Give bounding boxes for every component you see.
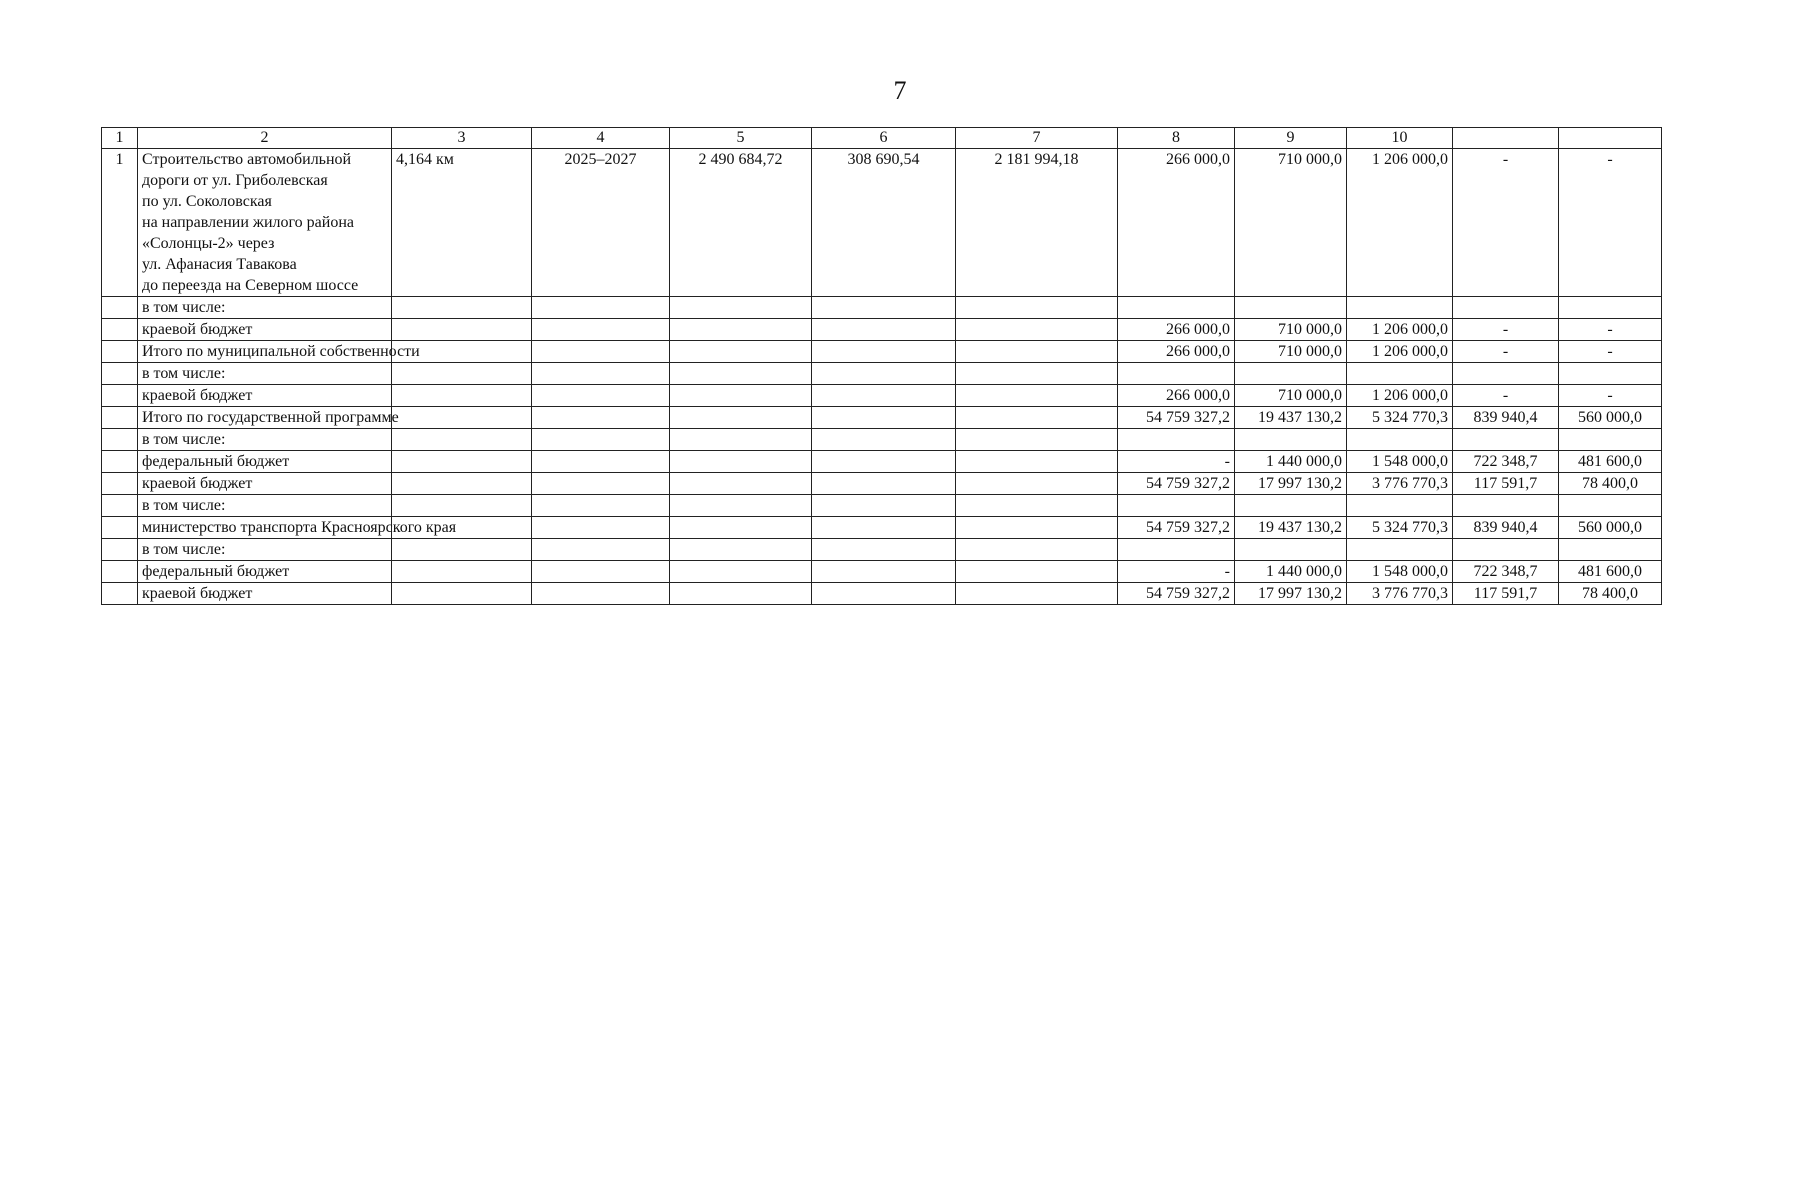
- row-label: краевой бюджет: [138, 385, 392, 407]
- empty-cell: [812, 539, 956, 561]
- row-col8: -: [1118, 561, 1235, 583]
- row-col9: 1 440 000,0: [1235, 451, 1347, 473]
- row-col12: 78 400,0: [1559, 583, 1662, 605]
- row-col10: 1 206 000,0: [1347, 385, 1453, 407]
- empty-cell: [532, 385, 670, 407]
- row-col12: -: [1559, 319, 1662, 341]
- empty-cell: [392, 561, 532, 583]
- table-row: [102, 385, 1662, 407]
- row-col8: 266 000,0: [1118, 341, 1235, 363]
- empty-cell: [392, 429, 532, 451]
- empty-cell: [956, 363, 1118, 385]
- row-col12: [1559, 429, 1662, 451]
- empty-cell: [670, 451, 812, 473]
- empty-cell: [812, 561, 956, 583]
- empty-cell: [532, 473, 670, 495]
- table-body: [102, 149, 1662, 605]
- empty-cell: [532, 561, 670, 583]
- row-label: в том числе:: [138, 495, 392, 517]
- row-col11: 117 591,7: [1453, 473, 1559, 495]
- row-index-cell: [102, 451, 138, 473]
- empty-cell: [812, 429, 956, 451]
- row-col8: [1118, 495, 1235, 517]
- row-col9: 17 997 130,2: [1235, 583, 1347, 605]
- empty-cell: [392, 363, 532, 385]
- empty-cell: [670, 363, 812, 385]
- row-col10: [1347, 495, 1453, 517]
- row-col9: 710 000,0: [1235, 319, 1347, 341]
- row-index-cell: [102, 407, 138, 429]
- empty-cell: [392, 319, 532, 341]
- row-col9: 17 997 130,2: [1235, 473, 1347, 495]
- empty-cell: [812, 385, 956, 407]
- row-col11: -: [1453, 385, 1559, 407]
- empty-cell: [956, 319, 1118, 341]
- row-col10: 5 324 770,3: [1347, 517, 1453, 539]
- header-cell: 4: [532, 128, 670, 149]
- empty-cell: [670, 539, 812, 561]
- row-index-cell: [102, 561, 138, 583]
- project-col9: 710 000,0: [1235, 149, 1347, 297]
- row-col11: [1453, 363, 1559, 385]
- empty-cell: [670, 319, 812, 341]
- header-cell: 2: [138, 128, 392, 149]
- empty-cell: [956, 517, 1118, 539]
- row-col8: 54 759 327,2: [1118, 407, 1235, 429]
- row-index-cell: [102, 319, 138, 341]
- empty-cell: [670, 407, 812, 429]
- row-col12: 481 600,0: [1559, 561, 1662, 583]
- row-col11: 839 940,4: [1453, 407, 1559, 429]
- row-col9: 710 000,0: [1235, 341, 1347, 363]
- empty-cell: [392, 385, 532, 407]
- empty-cell: [812, 363, 956, 385]
- header-cell: 7: [956, 128, 1118, 149]
- project-name-line: «Солонцы-2» через: [142, 235, 275, 252]
- row-col12: [1559, 297, 1662, 319]
- row-col11: 117 591,7: [1453, 583, 1559, 605]
- project-name-line: до переезда на Северном шоссе: [142, 277, 359, 294]
- empty-cell: [532, 583, 670, 605]
- project-length: 4,164 км: [392, 149, 532, 297]
- empty-cell: [532, 495, 670, 517]
- project-col11: -: [1453, 149, 1559, 297]
- header-cell: [1453, 128, 1559, 149]
- row-col10: 1 206 000,0: [1347, 319, 1453, 341]
- row-label: в том числе:: [138, 539, 392, 561]
- row-index-cell: [102, 495, 138, 517]
- empty-cell: [956, 297, 1118, 319]
- row-col9: 1 440 000,0: [1235, 561, 1347, 583]
- empty-cell: [532, 363, 670, 385]
- table-row: [102, 583, 1662, 605]
- row-col12: [1559, 539, 1662, 561]
- empty-cell: [956, 429, 1118, 451]
- empty-cell: [812, 319, 956, 341]
- empty-cell: [956, 451, 1118, 473]
- project-name-line: дороги от ул. Гриболевская: [142, 172, 328, 189]
- empty-cell: [392, 583, 532, 605]
- empty-cell: [392, 539, 532, 561]
- row-col12: -: [1559, 341, 1662, 363]
- row-col12: 560 000,0: [1559, 517, 1662, 539]
- project-col6: 308 690,54: [812, 149, 956, 297]
- row-label: федеральный бюджет: [138, 451, 392, 473]
- project-name-line: ул. Афанасия Тавакова: [142, 256, 297, 273]
- row-col9: [1235, 495, 1347, 517]
- table-row: [102, 517, 1662, 539]
- row-col10: 3 776 770,3: [1347, 583, 1453, 605]
- row-col12: [1559, 495, 1662, 517]
- row-col10: [1347, 297, 1453, 319]
- row-index-cell: [102, 385, 138, 407]
- row-col8: 54 759 327,2: [1118, 583, 1235, 605]
- empty-cell: [532, 451, 670, 473]
- empty-cell: [392, 297, 532, 319]
- row-col9: [1235, 539, 1347, 561]
- row-label: в том числе:: [138, 297, 392, 319]
- row-col11: 722 348,7: [1453, 451, 1559, 473]
- row-label: в том числе:: [138, 363, 392, 385]
- header-cell: [1559, 128, 1662, 149]
- row-col9: [1235, 429, 1347, 451]
- row-index-cell: [102, 539, 138, 561]
- row-col11: [1453, 297, 1559, 319]
- row-label: краевой бюджет: [138, 583, 392, 605]
- row-label: Итого по муниципальной собственности: [138, 341, 392, 363]
- empty-cell: [670, 341, 812, 363]
- project-col8: 266 000,0: [1118, 149, 1235, 297]
- empty-cell: [532, 297, 670, 319]
- row-col12: 481 600,0: [1559, 451, 1662, 473]
- row-col10: 1 206 000,0: [1347, 341, 1453, 363]
- row-label: министерство транспорта Красноярского края: [138, 517, 392, 539]
- row-label: краевой бюджет: [138, 319, 392, 341]
- empty-cell: [956, 473, 1118, 495]
- row-col10: 5 324 770,3: [1347, 407, 1453, 429]
- row-col10: [1347, 363, 1453, 385]
- table-row: [102, 561, 1662, 583]
- row-col8: 266 000,0: [1118, 385, 1235, 407]
- row-col9: 19 437 130,2: [1235, 407, 1347, 429]
- empty-cell: [956, 561, 1118, 583]
- table-row: [102, 297, 1662, 319]
- table-row: [102, 473, 1662, 495]
- page-number: 7: [893, 76, 907, 105]
- empty-cell: [812, 583, 956, 605]
- header-cell: 5: [670, 128, 812, 149]
- project-col12: -: [1559, 149, 1662, 297]
- budget-table: [101, 127, 1662, 605]
- empty-cell: [956, 495, 1118, 517]
- row-col10: 1 548 000,0: [1347, 561, 1453, 583]
- row-col11: 722 348,7: [1453, 561, 1559, 583]
- row-col11: 839 940,4: [1453, 517, 1559, 539]
- row-col8: 266 000,0: [1118, 319, 1235, 341]
- row-col11: [1453, 495, 1559, 517]
- empty-cell: [956, 583, 1118, 605]
- project-row: [102, 149, 1662, 297]
- row-col10: 3 776 770,3: [1347, 473, 1453, 495]
- row-index-cell: [102, 297, 138, 319]
- header-cell: 10: [1347, 128, 1453, 149]
- table-row: [102, 451, 1662, 473]
- row-col11: -: [1453, 319, 1559, 341]
- empty-cell: [812, 341, 956, 363]
- empty-cell: [670, 583, 812, 605]
- project-name: [138, 149, 392, 297]
- header-cell: 9: [1235, 128, 1347, 149]
- empty-cell: [532, 319, 670, 341]
- row-col10: [1347, 539, 1453, 561]
- row-label: краевой бюджет: [138, 473, 392, 495]
- header-row: [102, 128, 1662, 149]
- empty-cell: [392, 407, 532, 429]
- project-col10: 1 206 000,0: [1347, 149, 1453, 297]
- empty-cell: [532, 407, 670, 429]
- row-index-cell: [102, 517, 138, 539]
- empty-cell: [670, 297, 812, 319]
- table-row: [102, 429, 1662, 451]
- empty-cell: [956, 539, 1118, 561]
- project-name-line: на направлении жилого района: [142, 214, 354, 231]
- empty-cell: [812, 407, 956, 429]
- row-col10: [1347, 429, 1453, 451]
- empty-cell: [392, 473, 532, 495]
- row-col12: 78 400,0: [1559, 473, 1662, 495]
- project-period: 2025–2027: [532, 149, 670, 297]
- row-col9: 710 000,0: [1235, 385, 1347, 407]
- empty-cell: [812, 473, 956, 495]
- row-col9: 19 437 130,2: [1235, 517, 1347, 539]
- project-col5: 2 490 684,72: [670, 149, 812, 297]
- table-row: [102, 407, 1662, 429]
- row-col12: [1559, 363, 1662, 385]
- table-row: [102, 539, 1662, 561]
- row-col8: [1118, 539, 1235, 561]
- empty-cell: [812, 517, 956, 539]
- empty-cell: [392, 451, 532, 473]
- table-row: [102, 341, 1662, 363]
- empty-cell: [670, 517, 812, 539]
- row-col10: 1 548 000,0: [1347, 451, 1453, 473]
- row-label: Итого по государственной программе: [138, 407, 392, 429]
- row-col11: [1453, 539, 1559, 561]
- project-name-line: Строительство автомобильной: [142, 151, 352, 168]
- row-col8: [1118, 297, 1235, 319]
- row-col8: 54 759 327,2: [1118, 517, 1235, 539]
- row-index-cell: [102, 583, 138, 605]
- table-row: [102, 363, 1662, 385]
- empty-cell: [670, 495, 812, 517]
- row-col8: [1118, 363, 1235, 385]
- empty-cell: [956, 407, 1118, 429]
- row-index-cell: [102, 473, 138, 495]
- empty-cell: [670, 561, 812, 583]
- header-cell: 6: [812, 128, 956, 149]
- empty-cell: [812, 495, 956, 517]
- row-col8: -: [1118, 451, 1235, 473]
- row-col12: -: [1559, 385, 1662, 407]
- row-col11: -: [1453, 341, 1559, 363]
- project-col7: 2 181 994,18: [956, 149, 1118, 297]
- header-cell: 3: [392, 128, 532, 149]
- empty-cell: [532, 517, 670, 539]
- empty-cell: [392, 495, 532, 517]
- empty-cell: [956, 341, 1118, 363]
- row-col8: [1118, 429, 1235, 451]
- row-col9: [1235, 363, 1347, 385]
- table-row: [102, 319, 1662, 341]
- row-index-cell: [102, 341, 138, 363]
- row-col9: [1235, 297, 1347, 319]
- empty-cell: [532, 539, 670, 561]
- row-index-cell: [102, 429, 138, 451]
- row-label: в том числе:: [138, 429, 392, 451]
- empty-cell: [670, 429, 812, 451]
- empty-cell: [670, 473, 812, 495]
- row-label: федеральный бюджет: [138, 561, 392, 583]
- empty-cell: [956, 385, 1118, 407]
- row-col8: 54 759 327,2: [1118, 473, 1235, 495]
- empty-cell: [532, 341, 670, 363]
- empty-cell: [812, 451, 956, 473]
- empty-cell: [670, 385, 812, 407]
- table-row: [102, 495, 1662, 517]
- empty-cell: [812, 297, 956, 319]
- project-name-line: по ул. Соколовская: [142, 193, 272, 210]
- row-col11: [1453, 429, 1559, 451]
- row-col12: 560 000,0: [1559, 407, 1662, 429]
- header-cell: 1: [102, 128, 138, 149]
- header-cell: 8: [1118, 128, 1235, 149]
- empty-cell: [532, 429, 670, 451]
- row-index-cell: [102, 363, 138, 385]
- project-index: 1: [102, 149, 138, 297]
